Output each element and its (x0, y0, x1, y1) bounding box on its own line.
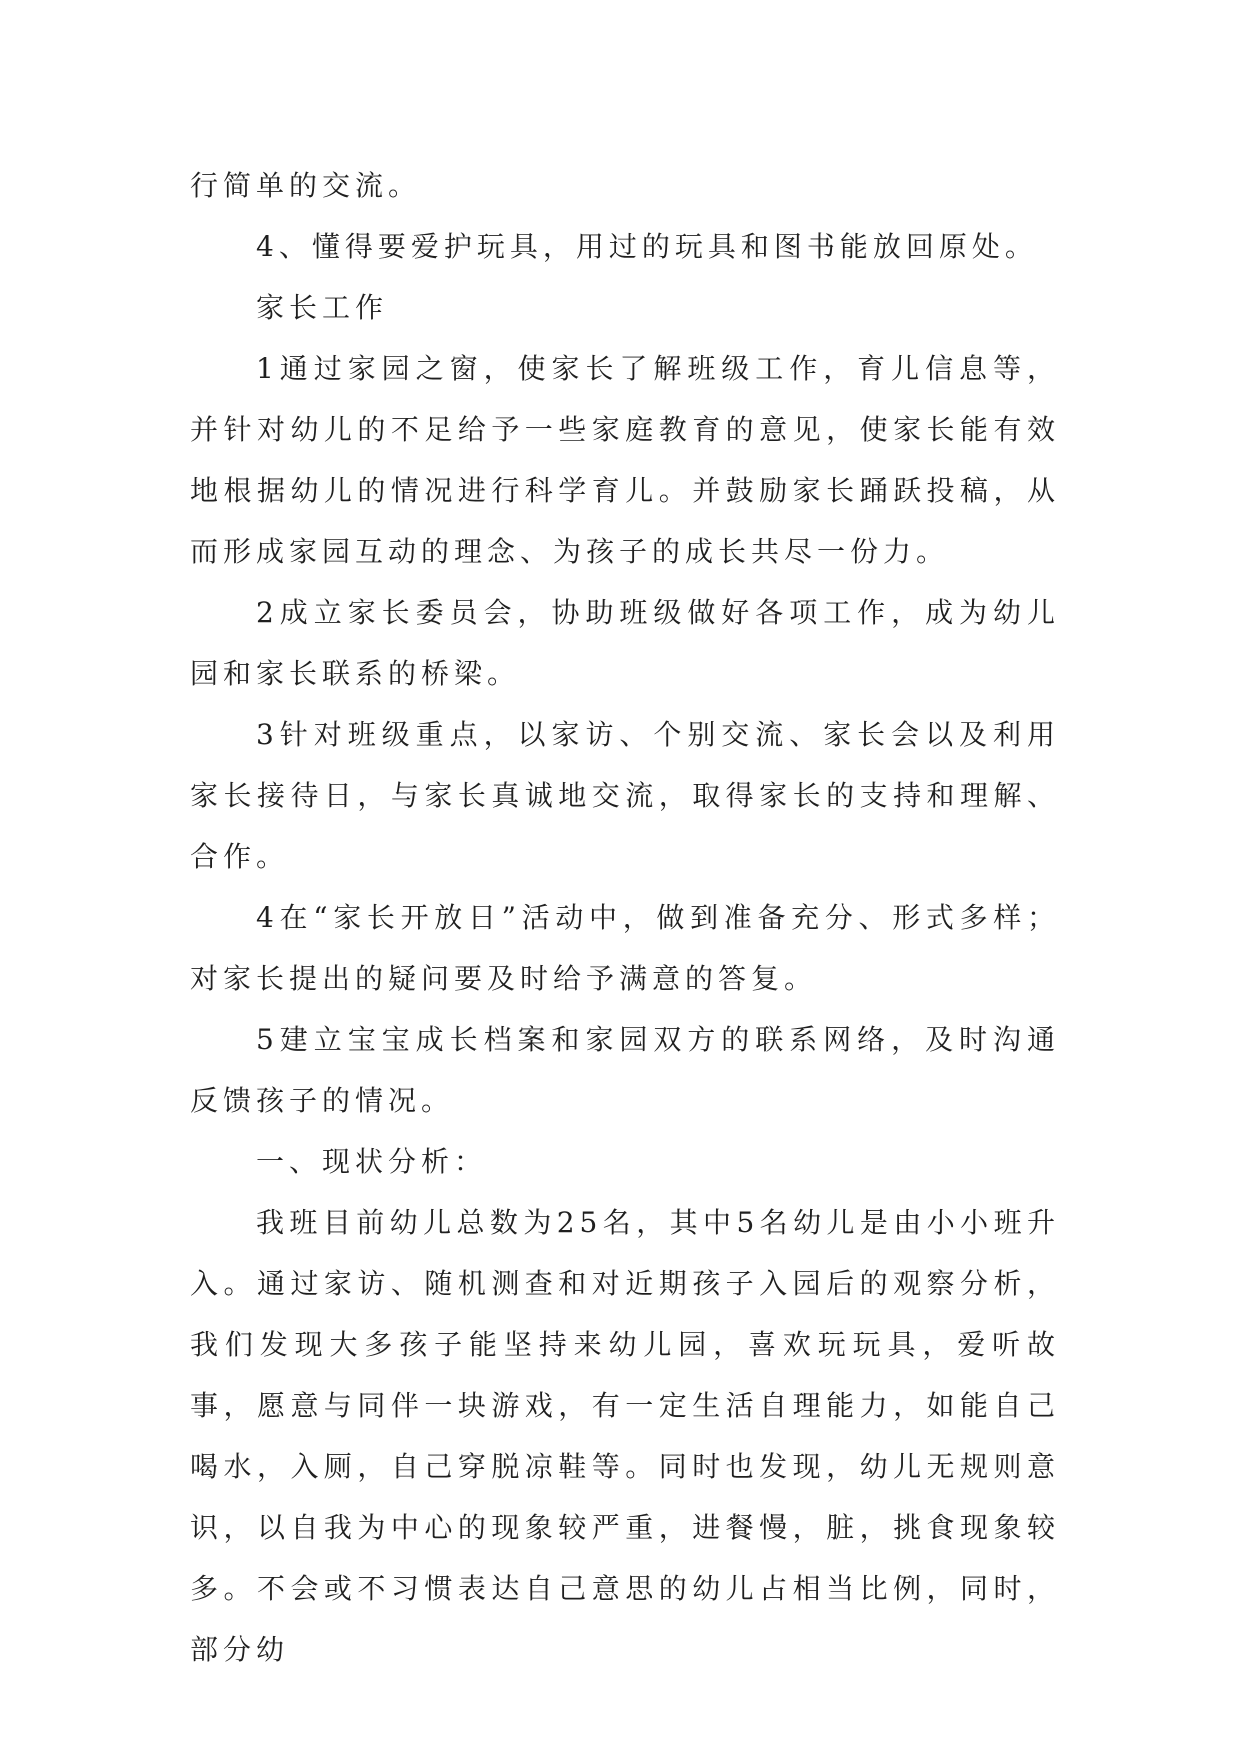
paragraph-parent-work-5: 5建立宝宝成长档案和家园双方的联系网络，及时沟通反馈孩子的情况。 (190, 1023, 1060, 1117)
section-heading-status-analysis: 一、现状分析： (256, 1145, 488, 1178)
section-heading-parent-work: 家长工作 (256, 291, 389, 324)
document-body (190, 155, 1060, 1680)
paragraph-parent-work-1: 1通过家园之窗，使家长了解班级工作，育儿信息等，并针对幼儿的不足给予一些家庭教育的意见，使家长能有效地根据幼儿的情况进行科学育儿。并鼓励家长踊跃投稿，从而形成家园互动的理念、为孩子的成长共尽一份力。 (190, 352, 1060, 568)
paragraph-status-analysis: 我班目前幼儿总数为25名，其中5名幼儿是由小小班升入。通过家访、随机测查和对近期孩子入园后的观察分析，我们发现大多孩子能坚持来幼儿园，喜欢玩玩具，爱听故事，愿意与同伴一块游戏，有一定生活自理能力，如能自己喝水，入厕，自己穿脱凉鞋等。同时也发现，幼儿无规则意识，以自我为中心的现象较严重，进餐慢，脏，挑食现象较多。不会或不习惯表达自己意思的幼儿占相当比例，同时，部分幼 (190, 1206, 1060, 1666)
paragraph-parent-work-2: 2成立家长委员会，协助班级做好各项工作，成为幼儿园和家长联系的桥梁。 (190, 596, 1060, 690)
paragraph-goal-4: 4、懂得要爱护玩具，用过的玩具和图书能放回原处。 (256, 230, 1038, 263)
paragraph-parent-work-3: 3针对班级重点，以家访、个别交流、家长会以及利用家长接待日，与家长真诚地交流，取得家长的支持和理解、合作。 (190, 718, 1060, 873)
paragraph-parent-work-4: 4在“家长开放日”活动中，做到准备充分、形式多样；对家长提出的疑问要及时给予满意的答复。 (190, 901, 1060, 995)
paragraph-continuation: 行简单的交流。 (190, 169, 422, 202)
